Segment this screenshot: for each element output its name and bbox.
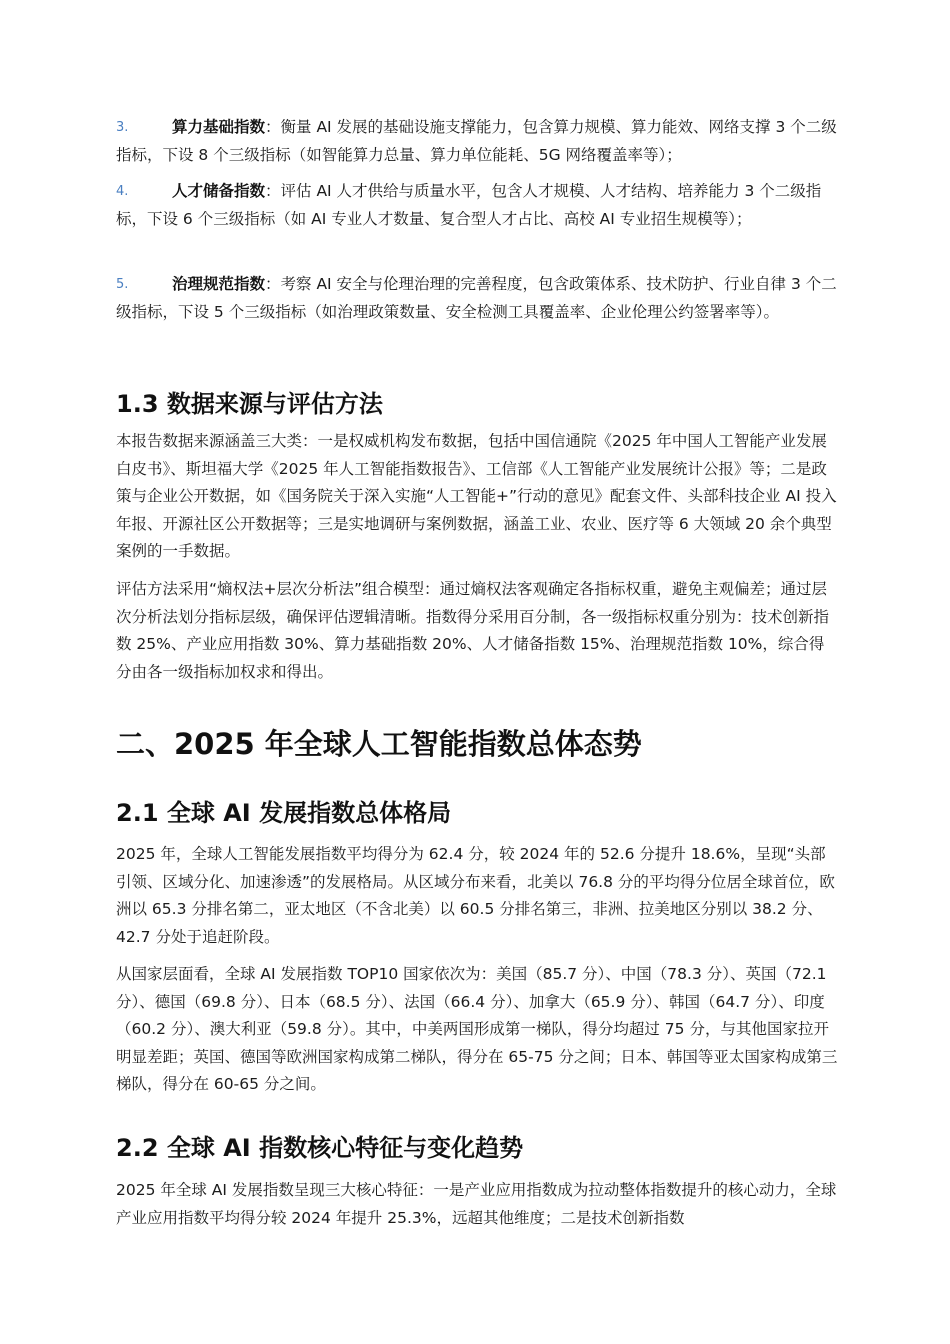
list-number: 5. (116, 277, 129, 292)
list-item (116, 114, 838, 169)
list-term: 算力基础指数 (172, 118, 266, 136)
list-text: ：考察 AI 安全与伦理治理的完善程度，包含政策体系、技术防护、行业自律 3 个二级指标，下设 5 个三级指标（如治理政策数量、安全检测工具覆盖率、企业伦理公约签署率等）。 (116, 275, 837, 321)
list-term: 治理规范指数 (172, 275, 266, 293)
list-item (116, 178, 838, 233)
section-heading-1-3: 1.3 数据来源与评估方法 (116, 390, 383, 418)
list-number: 3. (116, 120, 129, 135)
list-text: ：衡量 AI 发展的基础设施支撑能力，包含算力规模、算力能效、网络支撑 3 个二级指标，下设 8 个三级指标（如智能算力总量、算力单位能耗、5G 网络覆盖率等）； (116, 118, 837, 164)
section-heading-2-1: 2.1 全球 AI 发展指数总体格局 (116, 799, 452, 827)
section-heading-2-2: 2.2 全球 AI 指数核心特征与变化趋势 (116, 1134, 524, 1162)
paragraph: 评估方法采用“熵权法+层次分析法”组合模型：通过熵权法客观确定各指标权重，避免主观偏差；通过层次分析法划分指标层级，确保评估逻辑清晰。指数得分采用百分制，各一级指标权重分别为：技术创新指数 25%、产业应用指数 30%、算力基础指数 20%、人才储备指数 15%、治理规范指数 10%，综合得分由各一级指标加权求和得出。 (116, 580, 830, 681)
chapter-heading: 二、2025 年全球人工智能指数总体态势 (116, 727, 642, 761)
paragraph: 从国家层面看，全球 AI 发展指数 TOP10 国家依次为：美国（85.7 分）、中国（78.3 分）、英国（72.1 分）、德国（69.8 分）、日本（68.5 分）、法国（66.4 分）、加拿大（65.9 分）、韩国（64.7 分）、印度（60.2 分）、澳大利亚（59.8 分）。其中，中美两国形成第一梯队，得分均超过 75 分，与其他国家拉开明显差距；英国、德国等欧洲国家构成第二梯队，得分在 65-75 分之间；日本、韩国等亚太国家构成第三梯队，得分在 60-65 分之间。 (116, 965, 838, 1093)
paragraph: 2025 年全球 AI 发展指数呈现三大核心特征：一是产业应用指数成为拉动整体指数提升的核心动力，全球产业应用指数平均得分较 2024 年提升 25.3%，远超其他维度；二是技术创新指数 (116, 1181, 837, 1227)
list-text: ：评估 AI 人才供给与质量水平，包含人才规模、人才结构、培养能力 3 个二级指标，下设 6 个三级指标（如 AI 专业人才数量、复合型人才占比、高校 AI 专业招生规模等）； (116, 182, 822, 228)
list-number: 4. (116, 184, 129, 199)
list-term: 人才储备指数 (172, 182, 266, 200)
paragraph: 本报告数据来源涵盖三大类：一是权威机构发布数据，包括中国信通院《2025 年中国人工智能产业发展白皮书》、斯坦福大学《2025 年人工智能指数报告》、工信部《人工智能产业发展统计公报》等；二是政策与企业公开数据，如《国务院关于深入实施“人工智能+”行动的意见》配套文件、头部科技企业 AI 投入年报、开源社区公开数据等；三是实地调研与案例数据，涵盖工业、农业、医疗等 6 大领域 20 余个典型案例的一手数据。 (116, 432, 837, 560)
paragraph: 2025 年，全球人工智能发展指数平均得分为 62.4 分，较 2024 年的 52.6 分提升 18.6%，呈现“头部引领、区域分化、加速渗透”的发展格局。从区域分布来看，北美以 76.8 分的平均得分位居全球首位，欧洲以 65.3 分排名第二，亚太地区（不含北美）以 60.5 分排名第三，非洲、拉美地区分别以 38.2 分、42.7 分处于追赶阶段。 (116, 845, 835, 946)
list-item (116, 271, 838, 326)
